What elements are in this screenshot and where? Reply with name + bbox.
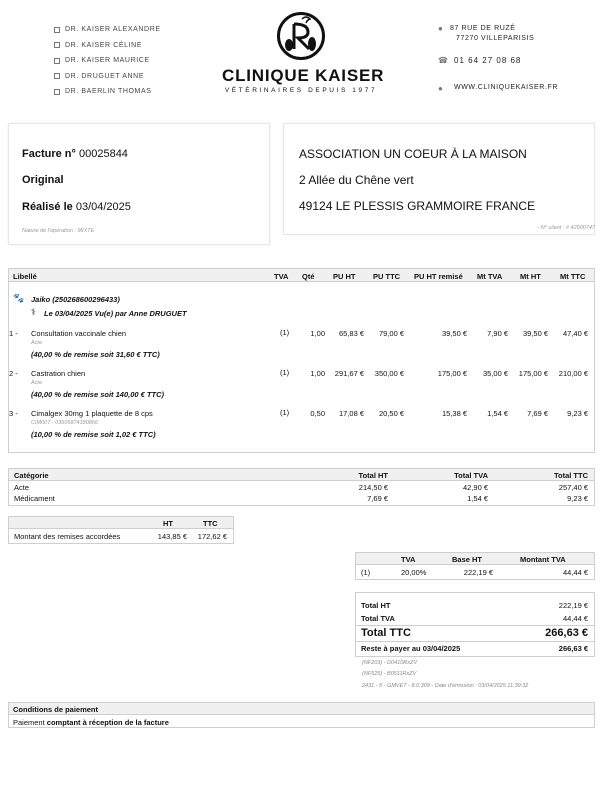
- line-discount: (40,00 % de remise soit 140,00 € TTC): [31, 390, 164, 399]
- doctor-list: [54, 22, 214, 100]
- table-header: [9, 269, 594, 282]
- client-address-box: [283, 123, 595, 235]
- address-line-1: 87 RUE DE RUZÉ: [450, 25, 516, 32]
- totals-box: [355, 592, 595, 657]
- col-mt-ttc: Mt TTC: [560, 272, 586, 281]
- table-header: HT TTC: [9, 517, 233, 529]
- operation-nature: Nature de l'opération : MIXTE: [22, 228, 95, 234]
- col-pu-ttc: PU TTC: [373, 272, 401, 281]
- website-row: [438, 84, 596, 96]
- line-category: Acte: [31, 380, 43, 386]
- phone-row: [438, 56, 596, 84]
- logo-emblem-icon: [277, 12, 325, 60]
- footnote-nf203: (NF203) - D0410RxZV: [362, 660, 418, 666]
- discount-ht: 143,85 €: [157, 532, 187, 541]
- line-category: Acte: [31, 340, 43, 346]
- col-pu-ht-remise: PU HT remisé: [414, 272, 463, 281]
- footnote-emission: 2431 - 5 - GMVET - 8.0.309 - Date d'émission : 03/04/2025 11:39:32: [362, 683, 529, 689]
- checkbox-icon: [54, 42, 60, 48]
- doctor-item: DR. KAISER MAURICE: [54, 53, 214, 69]
- total-ht-label: Total HT: [361, 601, 391, 610]
- client-name: ASSOCIATION UN COEUR À LA MAISON: [299, 147, 527, 161]
- invoice-number: Facture n° 00025844: [22, 148, 128, 160]
- col-qty: Qté: [302, 272, 315, 281]
- total-ttc-label: Total TTC: [361, 627, 411, 639]
- payment-terms: Paiement comptant à réception de la facture: [13, 718, 169, 727]
- clinic-contact: [438, 24, 596, 96]
- checkbox-icon: [54, 27, 60, 33]
- invoice-date: Réalisé le 03/04/2025: [22, 201, 131, 213]
- website-link[interactable]: WWW.CLINIQUEKAISER.FR: [454, 84, 558, 91]
- payment-terms-box: [8, 702, 595, 728]
- doctor-item: DR. BAERLIN THOMAS: [54, 84, 214, 100]
- total-ht-value: 222,19 €: [558, 601, 588, 610]
- category-summary-table: Catégorie Total HT Total TVA Total TTC Acte 214,50 € 42,90 € 257,40 € Médicament 7,69 € 1,54 € 9,23 €: [8, 468, 595, 506]
- visit-info: Le 03/04/2025 Vu(e) par Anne DRUGUET: [44, 309, 187, 318]
- checkbox-icon: [54, 58, 60, 64]
- checkbox-icon: [54, 73, 60, 79]
- invoice-status: Original: [22, 174, 64, 186]
- paw-icon: 🐾: [13, 293, 25, 303]
- divider: [356, 625, 594, 626]
- doctor-item: DR. KAISER CÉLINE: [54, 38, 214, 54]
- client-number: - N° client : # 42900747: [537, 225, 595, 231]
- clinic-logo: [222, 12, 385, 94]
- phone-icon: ☎: [438, 56, 449, 65]
- payment-title: Conditions de paiement: [13, 705, 99, 714]
- divider: [356, 641, 594, 642]
- col-tva: TVA: [274, 272, 289, 281]
- total-tva-value: 44,44 €: [562, 614, 588, 623]
- vat-breakdown-table: TVA Base HT Montant TVA (1) 20,00% 222,19 € 44,44 €: [355, 552, 595, 580]
- clinic-name: CLINIQUE KAISER: [222, 66, 385, 85]
- clinic-tagline: VÉTÉRINAIRES DEPUIS 1977: [224, 87, 378, 94]
- total-ttc-value: 266,63 €: [545, 627, 588, 639]
- table-header: Catégorie Total HT Total TVA Total TTC: [9, 469, 594, 481]
- footnote-nf525: (NF525) - B0511RxZV: [362, 671, 417, 677]
- line-discount: (40,00 % de remise soit 31,60 € TTC): [31, 350, 160, 359]
- checkbox-icon: [54, 89, 60, 95]
- discount-ttc: 172,62 €: [197, 532, 227, 541]
- invoice-lines-table: Libellé TVA Qté PU HT PU TTC PU HT remisé Mt TVA Mt HT Mt TTC 🐾 Jaiko (250268600296433) ⚕ Le 03/04/2025 Vu(e) par Anne DRUGUET 1 - Consultation vaccinale chien Acte (40,00 % de remise soit 31,60 € TTC) (1) 1,00 65,83 € 79,00 € 39,50 € 7,90 € 39,50 € 47,40 € 2 - Castration chien Acte (40,00 % de remise soit 140,00 € TTC) (1) 1,00 291,67 € 350,00 € 175,00 € 35,00 € 175,00 € 210,00 € 3 - Cimalgex 30mg 1 plaquette de 8 cps CIM007 - 03605874180866 (10,00 % de remise soit 1,02 € TTC) (1) 0,50 17,08 € 20,50 € 15,38 € 1,54 € 7,69 € 9,23 €: [8, 268, 595, 453]
- invoice-info-box: [8, 123, 270, 245]
- phone-number: 01 64 27 08 68: [454, 56, 522, 65]
- table-header: TVA Base HT Montant TVA: [356, 553, 594, 565]
- col-mt-ht: Mt HT: [520, 272, 541, 281]
- client-street: 2 Allée du Chêne vert: [299, 173, 414, 187]
- table-header: [9, 703, 594, 715]
- doctor-item: DR. KAISER ALEXANDRE: [54, 22, 214, 38]
- col-mt-tva: Mt TVA: [477, 272, 503, 281]
- doctor-item: DR. DRUGUET ANNE: [54, 69, 214, 85]
- line-label: Cimalgex 30mg 1 plaquette de 8 cps: [31, 409, 153, 418]
- animal-name: Jaiko (250268600296433): [31, 295, 120, 304]
- address-row: [438, 24, 596, 56]
- col-label: Libellé: [13, 272, 37, 281]
- line-label: Consultation vaccinale chien: [31, 329, 127, 338]
- location-pin-icon: ●: [438, 24, 444, 33]
- address-line-2: 77270 VILLEPARISIS: [456, 35, 535, 42]
- line-category: CIM007 - 03605874180866: [31, 420, 98, 426]
- globe-icon: ●: [438, 84, 444, 93]
- remaining-value: 266,63 €: [558, 644, 588, 653]
- discount-label: Montant des remises accordées: [14, 532, 121, 541]
- line-label: Castration chien: [31, 369, 86, 378]
- remaining-label: Reste à payer au 03/04/2025: [361, 644, 461, 653]
- client-city: 49124 LE PLESSIS GRAMMOIRE FRANCE: [299, 199, 536, 213]
- stethoscope-icon: ⚕: [31, 307, 36, 317]
- line-discount: (10,00 % de remise soit 1,02 € TTC): [31, 430, 156, 439]
- total-tva-label: Total TVA: [361, 614, 395, 623]
- col-pu-ht: PU HT: [333, 272, 356, 281]
- discount-summary-table: [8, 516, 234, 544]
